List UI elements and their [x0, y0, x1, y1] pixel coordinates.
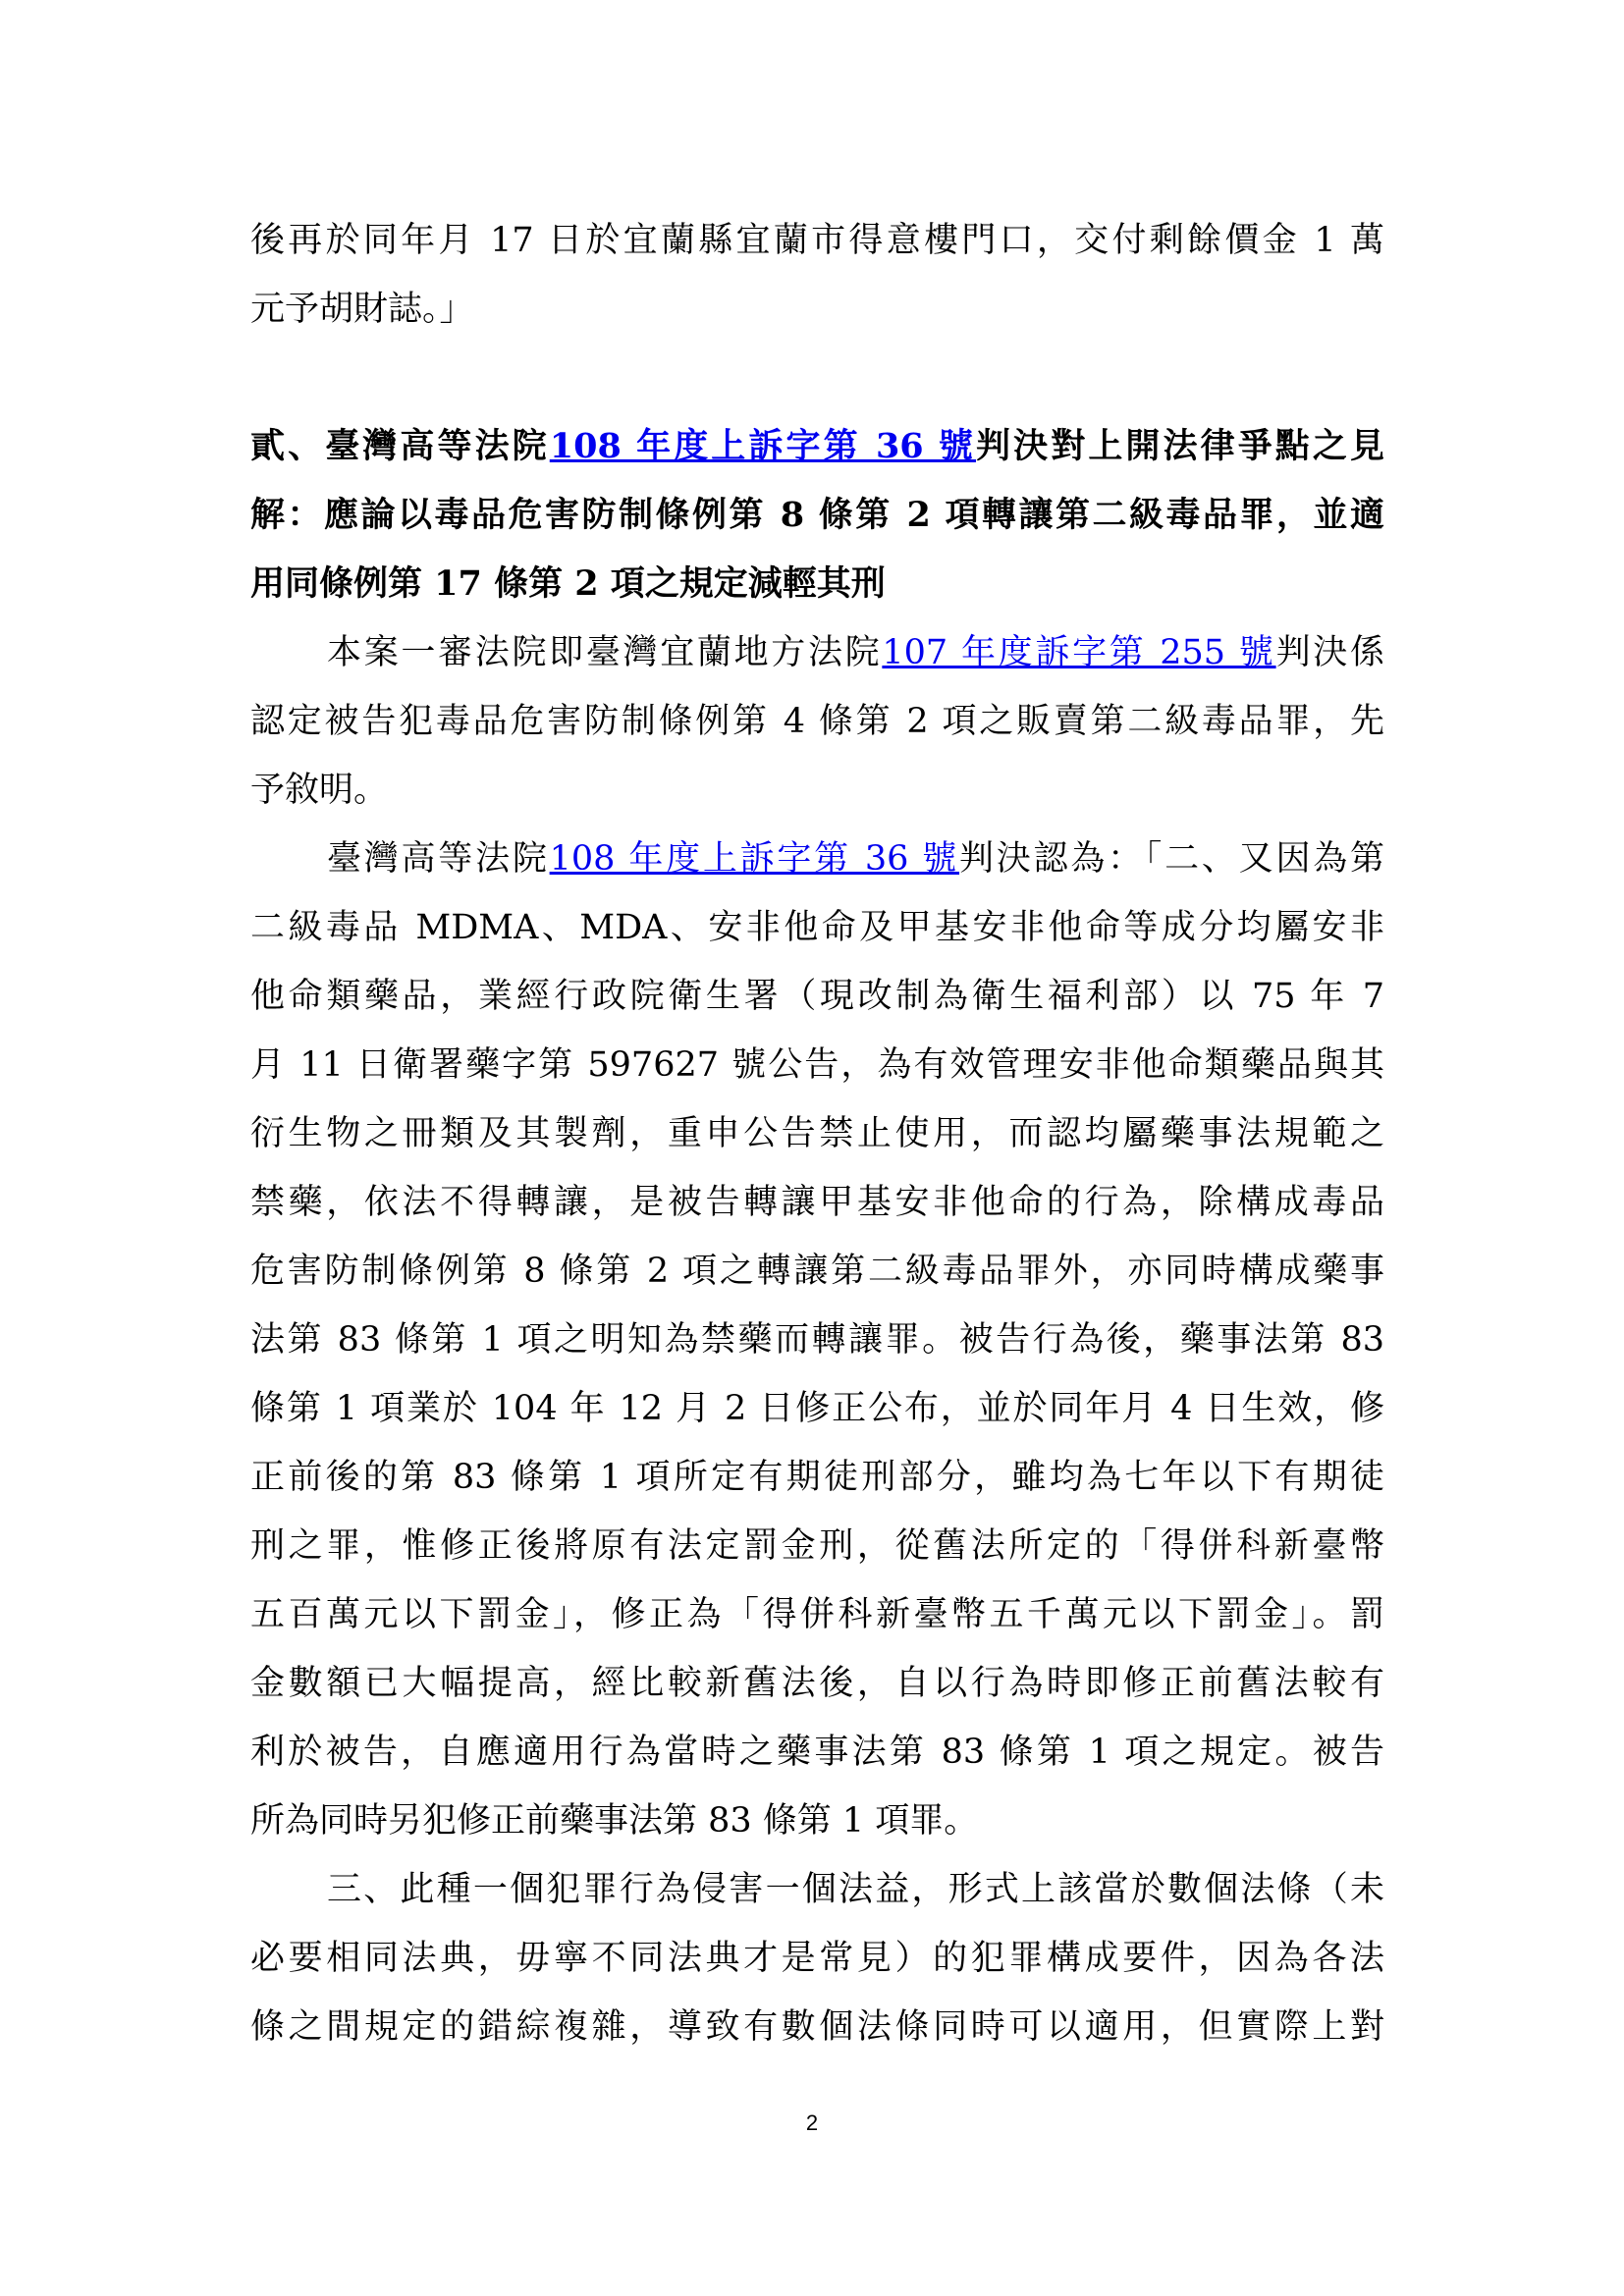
case-citation-link[interactable]: 108 年度上訴字第 36 號	[549, 839, 960, 879]
text-run: 條第 1 項業於 104 年 12 月 2 日修正公布，並於同年月 4 日生效，修	[250, 1389, 1384, 1428]
text-run: 解：應論以毒品危害防制條例第 8 條第 2 項轉讓第二級毒品罪，並適	[250, 495, 1384, 535]
text-line	[250, 1993, 1384, 2061]
text-line	[250, 1580, 1384, 1649]
text-line	[250, 1924, 1384, 1993]
text-run: 三、此種一個犯罪行為侵害一個法益，形式上該當於數個法條（未	[327, 1870, 1384, 1909]
text-run: 必要相同法典，毋寧不同法典才是常見）的犯罪構成要件，因為各法	[250, 1939, 1384, 1978]
text-run: 貳、臺灣高等法院	[250, 426, 550, 466]
text-line	[250, 1443, 1384, 1512]
text-run: 法第 83 條第 1 項之明知為禁藥而轉讓罪。被告行為後，藥事法第 83	[250, 1320, 1384, 1360]
text-line	[250, 1031, 1384, 1099]
text-run: 刑之罪，惟修正後將原有法定罰金刑，從舊法所定的「得併科新臺幣	[250, 1526, 1384, 1566]
text-run: 予敘明。	[250, 771, 389, 810]
text-run: 元予胡財誌。」	[250, 290, 474, 329]
text-run: 五百萬元以下罰金」，修正為「得併科新臺幣五千萬元以下罰金」。罰	[250, 1595, 1384, 1634]
text-line	[250, 1649, 1384, 1718]
text-run: 所為同時另犯修正前藥事法第 83 條第 1 項罪。	[250, 1801, 979, 1841]
text-run: 用同條例第 17 條第 2 項之規定減輕其刑	[250, 563, 886, 604]
text-run: 危害防制條例第 8 條第 2 項之轉讓第二級毒品罪外，亦同時構成藥事	[250, 1252, 1384, 1291]
text-line	[250, 1512, 1384, 1580]
text-run: 判決對上開法律爭點之見	[976, 426, 1384, 466]
text-line	[250, 687, 1384, 756]
text-line	[250, 1168, 1384, 1237]
text-run: 利於被告，自應適用行為當時之藥事法第 83 條第 1 項之規定。被告	[250, 1733, 1384, 1772]
text-line	[250, 893, 1384, 962]
text-line	[250, 1306, 1384, 1374]
text-line	[327, 825, 1384, 893]
text-run: 判決係	[1275, 633, 1384, 672]
text-line	[250, 206, 1384, 275]
text-run: 後再於同年月 17 日於宜蘭縣宜蘭市得意樓門口，交付剩餘價金 1 萬	[250, 221, 1384, 260]
page-number: 2	[805, 2110, 819, 2135]
text-run: 本案一審法院即臺灣宜蘭地方法院	[327, 633, 883, 672]
text-line	[250, 275, 1384, 344]
text-run: 月 11 日衛署藥字第 597627 號公告，為有效管理安非他命類藥品與其	[250, 1045, 1384, 1085]
text-run: 認定被告犯毒品危害防制條例第 4 條第 2 項之販賣第二級毒品罪，先	[250, 702, 1384, 741]
text-run: 條之間規定的錯綜複雜，導致有數個法條同時可以適用，但實際上對	[250, 2007, 1384, 2047]
text-run: 他命類藥品，業經行政院衛生署（現改制為衛生福利部）以 75 年 7	[250, 977, 1384, 1016]
text-run: 金數額已大幅提高，經比較新舊法後，自以行為時即修正前舊法較有	[250, 1664, 1384, 1703]
text-run: 二級毒品 MDMA、MDA、安非他命及甲基安非他命等成分均屬安非	[250, 908, 1384, 947]
text-line	[250, 1237, 1384, 1306]
text-line	[250, 756, 1384, 825]
text-line	[250, 1787, 1384, 1855]
text-line	[250, 1374, 1384, 1443]
text-run: 衍生物之冊類及其製劑，重申公告禁止使用，而認均屬藥事法規範之	[250, 1114, 1384, 1153]
text-run: 禁藥，依法不得轉讓，是被告轉讓甲基安非他命的行為，除構成毒品	[250, 1183, 1384, 1222]
text-line	[250, 412, 1384, 481]
text-run: 臺灣高等法院	[327, 839, 550, 879]
text-line	[250, 1099, 1384, 1168]
text-run: 判決認為：「二、又因為第	[959, 839, 1384, 879]
case-citation-link[interactable]: 108 年度上訴字第 36 號	[549, 426, 977, 466]
text-line	[327, 618, 1384, 687]
text-run: 正前後的第 83 條第 1 項所定有期徒刑部分，雖均為七年以下有期徒	[250, 1458, 1384, 1497]
text-line	[250, 481, 1384, 550]
case-citation-link[interactable]: 107 年度訴字第 255 號	[882, 633, 1276, 672]
text-line	[250, 962, 1384, 1031]
text-line	[327, 1855, 1384, 1924]
text-line	[250, 550, 1384, 618]
text-line	[250, 1718, 1384, 1787]
